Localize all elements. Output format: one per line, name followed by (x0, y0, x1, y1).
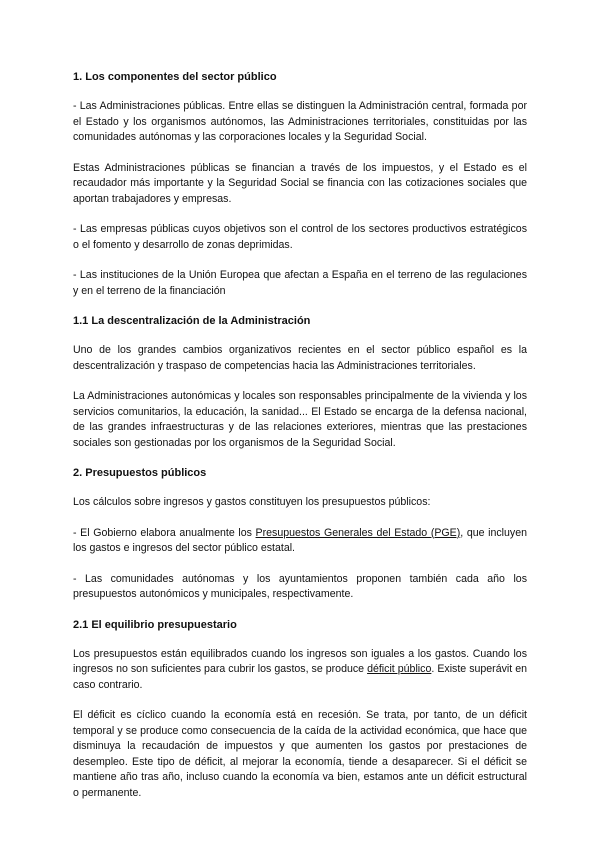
section-title-1: 1. Los componentes del sector público (73, 71, 277, 83)
section-title-2: 2. Presupuestos públicos (73, 467, 207, 479)
paragraph: Los cálculos sobre ingresos y gastos constituyen los presupuestos públicos: (73, 496, 431, 508)
paragraph: La Administraciones autonómicas y locales son responsables principalmente de la vivienda y los servicios comunitarios, la educación, la sanidad... El Estado se encarga de la defensa nacional, de las grandes infraestructuras y de las relaciones exteriores, mientras que las prestaciones sociales son gestionadas por los organismos de la Seguridad Social. (73, 390, 527, 449)
pge-link[interactable]: Presupuestos Generales del Estado (PGE) (255, 526, 461, 539)
paragraph-text: , que incluyen los gastos e ingresos del sector público estatal. (73, 526, 528, 554)
paragraph: El déficit es cíclico cuando la economía está en recesión. Se trata, por tanto, de un déficit temporal y se produce como consecuencia de la caída de la actividad económica, que hace que disminuya la recaudación de impuestos y que aumenten los gastos por prestaciones de desempleo. Este tipo de déficit, al mejorar la economía, tiende a desaparecer. Si el déficit se mantiene año tras año, incluso cuando la economía va bien, estamos ante un déficit estructural o permanente. (73, 709, 527, 799)
paragraph: - Las instituciones de la Unión Europea que afectan a España en el terreno de las regulaciones y en el terreno de la financiación (73, 269, 527, 297)
paragraph (73, 647, 527, 694)
document-body (73, 70, 527, 801)
paragraph-text: . Existe superávit en caso contrario. (73, 663, 527, 691)
paragraph (73, 526, 527, 557)
deficit-publico-link[interactable]: déficit público (367, 663, 432, 675)
paragraph: - Las comunidades autónomas y los ayuntamientos proponen también cada año los presupuestos autonómicos y municipales, respectivamente. (73, 572, 527, 600)
paragraph-text: - El Gobierno elabora anualmente los (73, 526, 256, 539)
paragraph: - Las Administraciones públicas. Entre ellas se distinguen la Administración central, formada por el Estado y los organismos autónomos, las Administraciones territoriales, constituidas por las comunidades autónomas y las corporaciones locales y la Seguridad Social. (73, 100, 527, 143)
paragraph-text: Los presupuestos están equilibrados cuando los ingresos son iguales a los gastos. Cuando los ingresos no son suficientes para cubrir los gastos, se produce (73, 647, 527, 675)
paragraph: Uno de los grandes cambios organizativos recientes en el sector público español es la descentralización y traspaso de competencias hacia las Administraciones territoriales. (73, 344, 527, 372)
section-title-2-1: 2.1 El equilibrio presupuestario (73, 618, 237, 631)
section-title-1-1: 1.1 La descentralización de la Administración (73, 315, 311, 327)
paragraph: Estas Administraciones públicas se financian a través de los impuestos, y el Estado es el recaudador más importante y la Seguridad Social se financia con las cotizaciones sociales que aportan trabajadores y empresas. (73, 161, 527, 205)
paragraph: - Las empresas públicas cuyos objetivos son el control de los sectores productivos estratégicos o el fomento y desarrollo de zonas deprimidas. (73, 223, 527, 251)
